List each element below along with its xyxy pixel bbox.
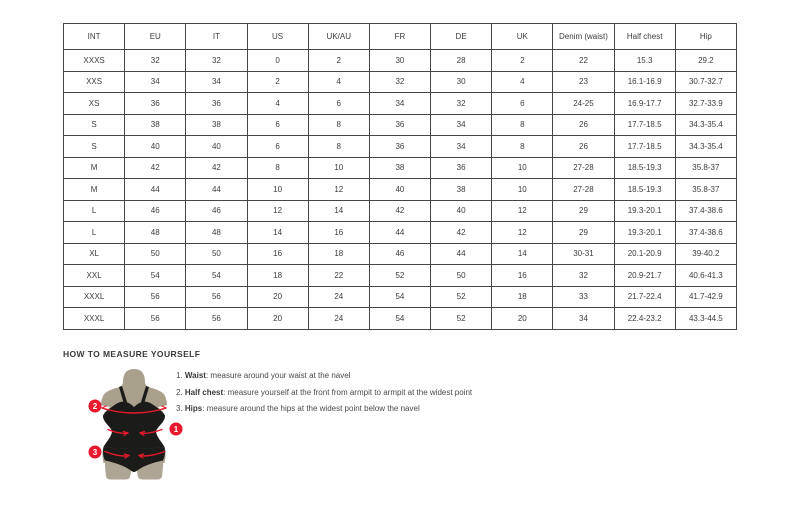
size-cell: M <box>64 179 125 201</box>
size-cell: 24 <box>308 308 369 330</box>
badge-hips <box>89 446 102 459</box>
step-number: 1. <box>176 371 185 380</box>
table-row <box>64 286 737 308</box>
size-cell: 42 <box>186 157 247 179</box>
table-row <box>64 243 737 265</box>
size-cell: 24 <box>308 286 369 308</box>
size-cell: 30.7-32.7 <box>675 71 736 93</box>
size-cell: 10 <box>492 179 553 201</box>
size-cell: 42 <box>431 222 492 244</box>
size-cell: 42 <box>125 157 186 179</box>
size-table-body <box>64 50 737 330</box>
header-row <box>64 24 737 50</box>
size-cell: 17.7-18.5 <box>614 136 675 158</box>
size-cell: 14 <box>492 243 553 265</box>
size-cell: 54 <box>369 286 430 308</box>
size-cell: 20.1-20.9 <box>614 243 675 265</box>
size-cell: 52 <box>431 286 492 308</box>
size-cell: XXXS <box>64 50 125 72</box>
size-cell: 6 <box>308 93 369 115</box>
table-row <box>64 200 737 222</box>
size-cell: 18 <box>247 265 308 287</box>
size-cell: 6 <box>247 114 308 136</box>
size-cell: 29 <box>553 222 614 244</box>
size-cell: 4 <box>308 71 369 93</box>
size-cell: 56 <box>186 308 247 330</box>
size-cell: XXS <box>64 71 125 93</box>
step-text: : measure around the hips at the widest point below the navel <box>202 404 420 413</box>
size-cell: XXXL <box>64 286 125 308</box>
svg-text:3: 3 <box>92 447 98 457</box>
badge-waist <box>170 423 183 436</box>
size-cell: 10 <box>247 179 308 201</box>
size-cell: 29.2 <box>675 50 736 72</box>
svg-text:1: 1 <box>173 424 179 434</box>
size-cell: S <box>64 136 125 158</box>
size-cell: 19.3-20.1 <box>614 200 675 222</box>
size-cell: 52 <box>369 265 430 287</box>
size-cell: 35.8-37 <box>675 157 736 179</box>
measure-instructions <box>176 371 472 421</box>
size-cell: 10 <box>308 157 369 179</box>
size-cell: 34 <box>369 93 430 115</box>
size-cell: 2 <box>308 50 369 72</box>
size-chart-table <box>63 23 737 330</box>
size-cell: 15.3 <box>614 50 675 72</box>
column-header: UK/AU <box>308 24 369 50</box>
size-cell: XS <box>64 93 125 115</box>
column-header: IT <box>186 24 247 50</box>
size-cell: 46 <box>125 200 186 222</box>
size-cell: 6 <box>492 93 553 115</box>
size-cell: 16 <box>308 222 369 244</box>
size-cell: 18.5-19.3 <box>614 157 675 179</box>
size-cell: 20 <box>492 308 553 330</box>
size-cell: 44 <box>369 222 430 244</box>
size-cell: 40.6-41.3 <box>675 265 736 287</box>
size-cell: 41.7-42.9 <box>675 286 736 308</box>
size-cell: 40 <box>186 136 247 158</box>
size-cell: 16.1-16.9 <box>614 71 675 93</box>
size-cell: XXL <box>64 265 125 287</box>
size-cell: 37.4-38.6 <box>675 200 736 222</box>
size-cell: 35.8-37 <box>675 179 736 201</box>
size-cell: 30-31 <box>553 243 614 265</box>
size-cell: 30 <box>369 50 430 72</box>
size-cell: 12 <box>308 179 369 201</box>
size-cell: 42 <box>369 200 430 222</box>
size-cell: 22 <box>553 50 614 72</box>
size-cell: 37.4-38.6 <box>675 222 736 244</box>
size-cell: 18.5-19.3 <box>614 179 675 201</box>
step-number: 2. <box>176 387 185 397</box>
size-cell: 16.9-17.7 <box>614 93 675 115</box>
size-cell: 10 <box>492 157 553 179</box>
size-cell: 14 <box>308 200 369 222</box>
size-cell: 2 <box>247 71 308 93</box>
size-cell: 34 <box>125 71 186 93</box>
table-row <box>64 71 737 93</box>
size-cell: 56 <box>186 286 247 308</box>
column-header: EU <box>125 24 186 50</box>
table-row <box>64 265 737 287</box>
size-cell: 40 <box>369 179 430 201</box>
size-cell: 44 <box>431 243 492 265</box>
step-label: Hips <box>184 404 203 413</box>
size-cell: 0 <box>247 50 308 72</box>
table-row <box>64 114 737 136</box>
size-cell: 54 <box>186 265 247 287</box>
size-cell: 33 <box>553 286 614 308</box>
table-row <box>64 179 737 201</box>
size-cell: 12 <box>247 200 308 222</box>
size-cell: 32.7-33.9 <box>675 93 736 115</box>
size-cell: XXXL <box>64 308 125 330</box>
size-cell: 36 <box>125 93 186 115</box>
size-cell: 54 <box>369 308 430 330</box>
size-cell: 36 <box>369 114 430 136</box>
size-cell: 17.7-18.5 <box>614 114 675 136</box>
size-cell: 48 <box>186 222 247 244</box>
size-cell: 8 <box>308 114 369 136</box>
size-cell: 18 <box>492 286 553 308</box>
size-cell: 14 <box>247 222 308 244</box>
size-cell: 34.3-35.4 <box>675 114 736 136</box>
size-cell: 32 <box>186 50 247 72</box>
step-text: : measure around your waist at the navel <box>205 371 351 380</box>
column-header: US <box>247 24 308 50</box>
size-cell: 44 <box>186 179 247 201</box>
size-cell: 40 <box>125 136 186 158</box>
size-table-header <box>64 24 737 50</box>
size-cell: 56 <box>125 308 186 330</box>
measure-step <box>176 388 472 397</box>
size-cell: 12 <box>492 200 553 222</box>
size-cell: 54 <box>125 265 186 287</box>
size-cell: M <box>64 157 125 179</box>
size-cell: 26 <box>553 114 614 136</box>
size-cell: 27-28 <box>553 179 614 201</box>
size-cell: 34 <box>431 114 492 136</box>
column-header: Hip <box>675 24 736 50</box>
size-cell: 12 <box>492 222 553 244</box>
size-cell: 8 <box>492 114 553 136</box>
size-cell: 4 <box>492 71 553 93</box>
column-header: Denim (waist) <box>553 24 614 50</box>
size-cell: 56 <box>125 286 186 308</box>
size-cell: 26 <box>553 136 614 158</box>
step-number: 3. <box>176 404 185 413</box>
step-label: Waist <box>184 371 206 380</box>
size-cell: 4 <box>247 93 308 115</box>
size-cell: 46 <box>369 243 430 265</box>
size-cell: 8 <box>247 157 308 179</box>
size-cell: 18 <box>308 243 369 265</box>
column-header: UK <box>492 24 553 50</box>
size-cell: 30 <box>431 71 492 93</box>
size-cell: 23 <box>553 71 614 93</box>
size-cell: 32 <box>125 50 186 72</box>
size-cell: 22 <box>308 265 369 287</box>
size-cell: 38 <box>431 179 492 201</box>
size-cell: 19.3-20.1 <box>614 222 675 244</box>
size-cell: 39-40.2 <box>675 243 736 265</box>
column-header: INT <box>64 24 125 50</box>
size-cell: 24-25 <box>553 93 614 115</box>
size-cell: 50 <box>186 243 247 265</box>
size-cell: 2 <box>492 50 553 72</box>
table-row <box>64 157 737 179</box>
badge-half-chest <box>89 400 102 413</box>
measure-step <box>176 404 472 413</box>
size-cell: 27-28 <box>553 157 614 179</box>
measure-section-title: HOW TO MEASURE YOURSELF <box>63 349 201 359</box>
size-cell: 36 <box>186 93 247 115</box>
svg-text:2: 2 <box>92 401 98 411</box>
size-cell: 38 <box>125 114 186 136</box>
size-cell: 44 <box>125 179 186 201</box>
size-cell: 20 <box>247 308 308 330</box>
size-cell: 6 <box>247 136 308 158</box>
step-label: Half chest <box>184 387 224 397</box>
size-cell: 48 <box>125 222 186 244</box>
size-cell: 8 <box>492 136 553 158</box>
size-cell: 29 <box>553 200 614 222</box>
table-row <box>64 50 737 72</box>
size-cell: 20.9-21.7 <box>614 265 675 287</box>
table-row <box>64 308 737 330</box>
size-cell: 36 <box>369 136 430 158</box>
size-cell: L <box>64 222 125 244</box>
size-cell: 16 <box>492 265 553 287</box>
column-header: FR <box>369 24 430 50</box>
size-cell: 46 <box>186 200 247 222</box>
size-cell: 38 <box>369 157 430 179</box>
size-cell: 43.3-44.5 <box>675 308 736 330</box>
size-cell: 21.7-22.4 <box>614 286 675 308</box>
step-text: : measure yourself at the front from armpit to armpit at the widest point <box>223 387 473 397</box>
size-cell: 50 <box>431 265 492 287</box>
size-cell: 34 <box>553 308 614 330</box>
size-cell: 8 <box>308 136 369 158</box>
table-row <box>64 93 737 115</box>
size-cell: 28 <box>431 50 492 72</box>
size-cell: 32 <box>369 71 430 93</box>
size-cell: 34 <box>186 71 247 93</box>
size-cell: XL <box>64 243 125 265</box>
size-cell: 20 <box>247 286 308 308</box>
size-cell: 16 <box>247 243 308 265</box>
size-cell: S <box>64 114 125 136</box>
column-header: Half chest <box>614 24 675 50</box>
size-cell: 32 <box>553 265 614 287</box>
measure-step <box>176 371 472 380</box>
size-cell: 36 <box>431 157 492 179</box>
size-cell: 38 <box>186 114 247 136</box>
size-cell: 32 <box>431 93 492 115</box>
size-cell: 50 <box>125 243 186 265</box>
size-cell: 34 <box>431 136 492 158</box>
size-cell: 52 <box>431 308 492 330</box>
size-cell: 22.4-23.2 <box>614 308 675 330</box>
size-cell: 40 <box>431 200 492 222</box>
size-cell: L <box>64 200 125 222</box>
table-row <box>64 136 737 158</box>
size-cell: 34.3-35.4 <box>675 136 736 158</box>
column-header: DE <box>431 24 492 50</box>
table-row <box>64 222 737 244</box>
